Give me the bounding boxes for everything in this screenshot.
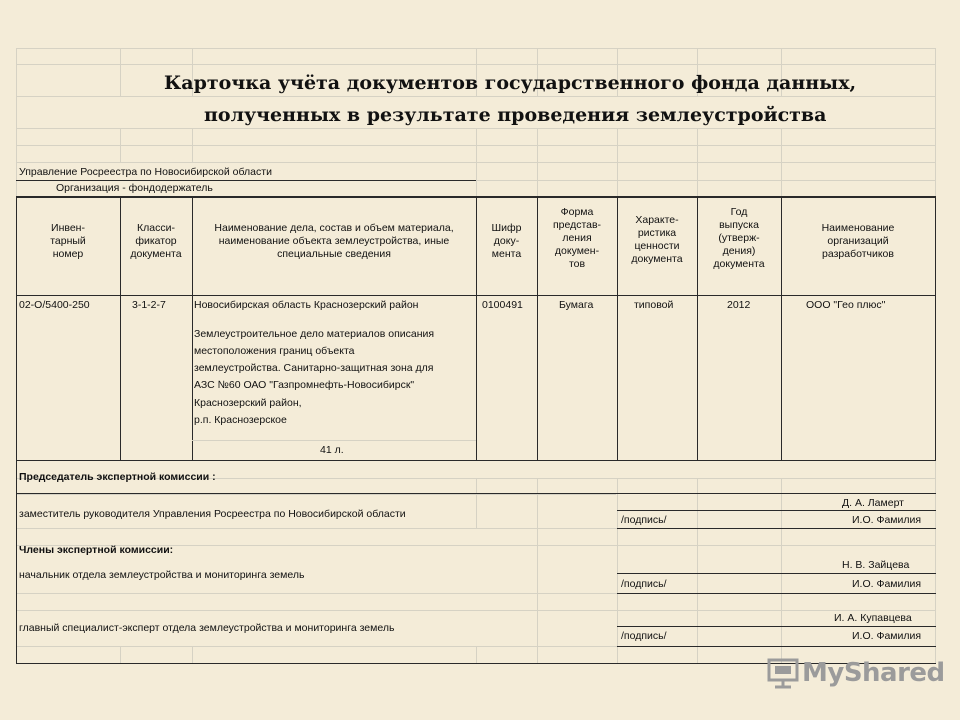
col-header-developers: Наименование организаций разработчиков <box>821 222 895 260</box>
myshared-watermark <box>766 656 945 696</box>
member1-fio-label: И.О. Фамилия <box>852 578 922 590</box>
chair-position: заместитель руководителя Управления Росреестра по Новосибирской области <box>19 508 406 520</box>
value-characteristic: типовой <box>634 299 674 311</box>
col-header-case-name: Наименование дела, состав и объем материала, наименование объекта землеустройства, иные специальные сведения <box>214 222 454 260</box>
member2-position: главный специалист-эксперт отдела землеустройства и мониторинга земель <box>19 622 395 634</box>
chair-label: Председатель экспертной комиссии : <box>19 471 216 483</box>
member1-position: начальник отдела землеустройства и мониторинга земель <box>19 569 305 581</box>
record-card-sheet <box>16 48 936 664</box>
col-header-cipher: Шифр доку- мента <box>491 222 522 260</box>
form-value: Бумага <box>559 299 594 311</box>
case-description-1: Землеустроительное дело материалов описания <box>194 328 435 340</box>
classifier-value: 3-1-2-7 <box>132 299 166 311</box>
cipher-value: 0100491 <box>482 299 523 311</box>
col-header-classifier: Класси- фикатор документа <box>130 222 182 260</box>
col-header-inventory-number: Инвен- тарный номер <box>50 222 86 260</box>
chair-signature-label: /подпись/ <box>621 514 667 526</box>
chair-fio-label: И.О. Фамилия <box>852 514 922 526</box>
case-description-3: землеустройства. Санитарно-защитная зона для <box>194 362 434 374</box>
case-description-2: местоположения границ объекта <box>194 345 355 357</box>
member2-name: И. А. Купавцева <box>834 612 912 624</box>
col-header-year: Год выпуска (утверж- дения) документа <box>713 206 765 270</box>
presentation-icon <box>766 656 800 690</box>
member2-signature-label: /подпись/ <box>621 630 667 642</box>
inventory-number-value: 02-О/5400-250 <box>19 299 90 311</box>
case-description-6: р.п. Краснозерское <box>194 414 287 426</box>
card-title-line2: полученных в результате проведения землеустройства <box>204 104 827 126</box>
case-description-5: Краснозерский район, <box>194 397 302 409</box>
watermark-brand: MyShared <box>802 658 945 688</box>
chair-name: Д. А. Ламерт <box>842 497 904 509</box>
fund-holder-label: Организация - фондодержатель <box>56 182 213 194</box>
member1-name: Н. В. Зайцева <box>842 559 910 571</box>
member1-signature-label: /подпись/ <box>621 578 667 590</box>
sheet-count: 41 л. <box>320 444 344 456</box>
card-title-line1: Карточка учёта документов государственного фонда данных, <box>164 72 857 94</box>
developer-value: ООО "Гео плюс" <box>806 299 886 311</box>
case-description-4: АЗС №60 ОАО "Газпромнефть-Новосибирск" <box>194 379 415 391</box>
members-label: Члены экспертной комиссии: <box>19 544 174 556</box>
col-header-value: Характе- ристика ценности документа <box>631 214 683 265</box>
department-name: Управление Росреестра по Новосибирской области <box>19 166 272 178</box>
year-value: 2012 <box>727 299 751 311</box>
member2-fio-label: И.О. Фамилия <box>852 630 922 642</box>
col-header-form: Форма представ- ления докумен- тов <box>552 206 602 270</box>
case-name-line1: Новосибирская область Краснозерский район <box>194 299 419 311</box>
